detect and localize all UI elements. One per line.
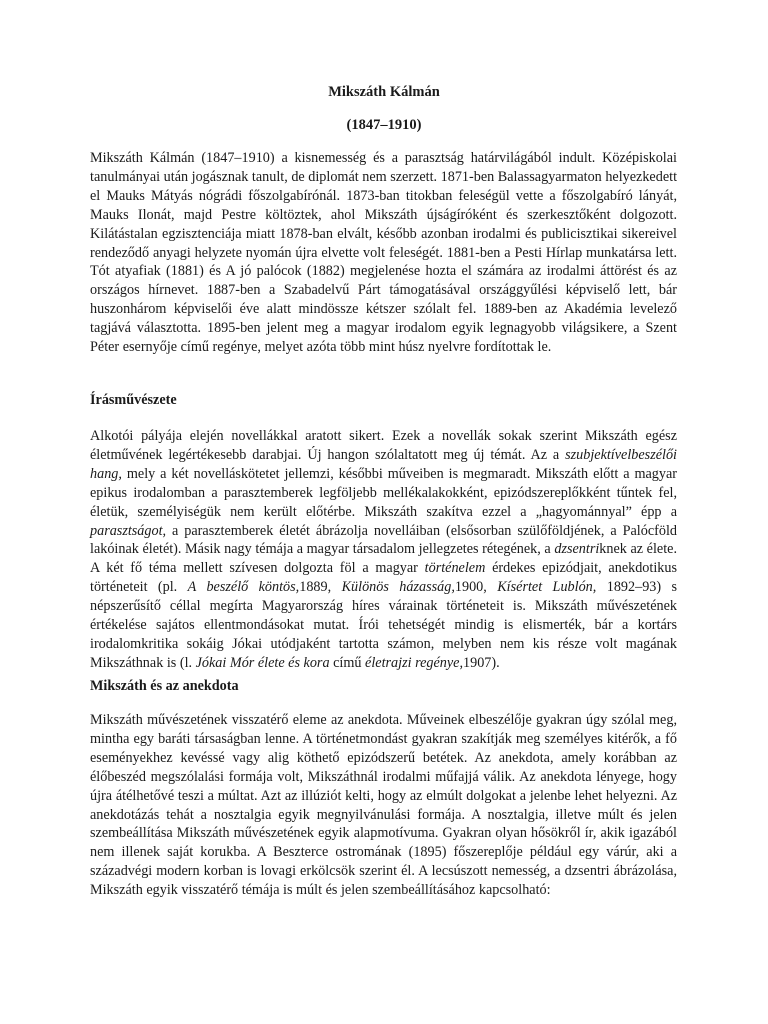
italic-run: Kísértet Lublón, bbox=[497, 579, 597, 596]
text-run: érdekes epizódjait, anekdotikus történeteit (pl. bbox=[90, 560, 677, 596]
italic-run: Különös házasság, bbox=[341, 579, 455, 596]
text-run: 1900, bbox=[454, 579, 498, 596]
intro-paragraph: Mikszáth Kálmán (1847–1910) a kisnemesség és a parasztság határvilágából indult. Középiskolai tanulmányai után jogásznak tanult, de diplomát nem szerzett. 1871-ben Balassagyarmaton helyezkedett el Mauks Mátyás nógrádi főszolgabírónál. 1873-ban titokban feleségül vette a főszolgabíró lányát, Mauks Ilonát, majd Pestre költöztek, ahol Mikszáth újságíróként és szerkesztőként dolgozott. Kilátástalan egzisztenciája miatt 1878-ban elvált, később azonban irodalmi és publicisztikai sikereivel rendeződő anyagi helyzete nyomán újra elvette volt feleségét. 1881-ben a Pesti Hírlap munkatársa lett. Tót atyafiak (1881) és A jó palócok (1882) megjelenése hozta el számára az irodalmi áttörést és az országos hírnevet. 1887-ben a Szabadelvű Párt támogatásával országgyűlési képviselő lett, bár huszonhárom képviselői éve alatt mindössze kétszer szólalt fel. 1889-ben az Akadémia levelező tagjává választotta. 1895-ben jelent meg a magyar irodalom egyik legnagyobb világsikere, a Szent Péter esernyője című regénye, melyet azóta több mint húsz nyelvre fordítottak le. bbox=[90, 150, 678, 356]
section-heading-anekdota: Mikszáth és az anekdota bbox=[90, 678, 239, 694]
text-run: mely a két novelláskötetet jellemzi, későbbi műveiben is megmaradt. Mikszáth előtt a magyar epikus irodalomban a parasztemberek legföljebb mellékalakokként, epizódszereplőkként tűntek fel, életük, személyiségük nem került előtérbe. Mikszáth szakítva ezzel a „hagyománnyal” épp a bbox=[90, 465, 677, 520]
document-title: Mikszáth Kálmán bbox=[328, 84, 440, 100]
italic-run: életrajzi regénye, bbox=[365, 654, 463, 671]
anekdota-paragraph: Mikszáth művészetének visszatérő eleme az anekdota. Műveinek elbeszélője gyakran úgy szólal meg, mintha egy baráti társaságban lenne. A történetmondást gyakran szakítják meg személyes kitérők, a fő eseményekhez kevéssé vagy alig köthető epizódszerű betétek. Az anekdota, amely korábban az élőbeszéd megszólalási formája volt, Mikszáthnál irodalmi műfajjá válik. Az anekdota lényege, hogy újra átélhetővé teszi a múltat. Azt az illúziót kelti, hogy az elmúlt dolgokat a jelenbe lehet helyezni. Az anekdotázás tehát a nosztalgia egyik megnyilvánulási formája. A nosztalgia, illetve múlt és jelen szembeállítása Mikszáth művészetének egyik alapmotívuma. Gyakran olyan hősökről ír, akik igazából nem illenek saját korukba. A Beszterce ostromának (1895) főszereplője például egy várúr, aki a századvégi modern korban is lovagi erkölcsök szerint él. A lecsúszott nemesség, a dzsentri ábrázolása, Mikszáth egyik visszatérő témája is múlt és jelen szembeállításához kapcsolható: bbox=[90, 712, 677, 899]
text-run: 1907). bbox=[463, 654, 500, 671]
italic-run: Jókai Mór élete és kora bbox=[195, 654, 330, 671]
italic-run: szubjektívelbeszélői hang, bbox=[90, 446, 677, 482]
text-run: című bbox=[329, 654, 366, 671]
text-run: 1889, bbox=[299, 579, 342, 596]
text-run: 1892–93) s népszerűsítő céllal megírta Magyarország híres várainak történeteit is. Mikszáth művészetének értékelése sajátos ellentmondásokat mutat. Írói tehetségét mindig is elismerték, bár a kortárs irodalomkritika sokáig Jókai utódjaként tartotta számon, melyben nem kis része volt magának Mikszáthnak is (l. bbox=[90, 579, 678, 671]
italic-run: történelem bbox=[424, 560, 486, 577]
italic-run: dzsentri bbox=[554, 541, 600, 558]
section-heading-irasmuveszete: Írásművészete bbox=[90, 392, 177, 408]
italic-run: A beszélő köntös, bbox=[187, 579, 300, 596]
text-run: Alkotói pályája elején novellákkal aratott sikert. Ezek a novellák sokak szerint Mikszáth egész életművének legértékesebb darabjai. Új hangon szólaltatott meg új témát. Az a bbox=[90, 428, 677, 463]
text-run: a parasztemberek életét ábrázolja novelláiban (elsősorban szülőföldjének, a Palócföld lakóinak életét). Másik nagy témája a magyar társadalom jellegzetes rétegének, a bbox=[90, 522, 677, 558]
text-run: knek az élete. A két fő téma mellett szívesen dolgozta föl a magyar bbox=[90, 541, 677, 577]
irasmuveszete-paragraph bbox=[90, 427, 677, 673]
italic-run: parasztságot, bbox=[90, 522, 167, 539]
document-years: (1847–1910) bbox=[346, 117, 422, 133]
